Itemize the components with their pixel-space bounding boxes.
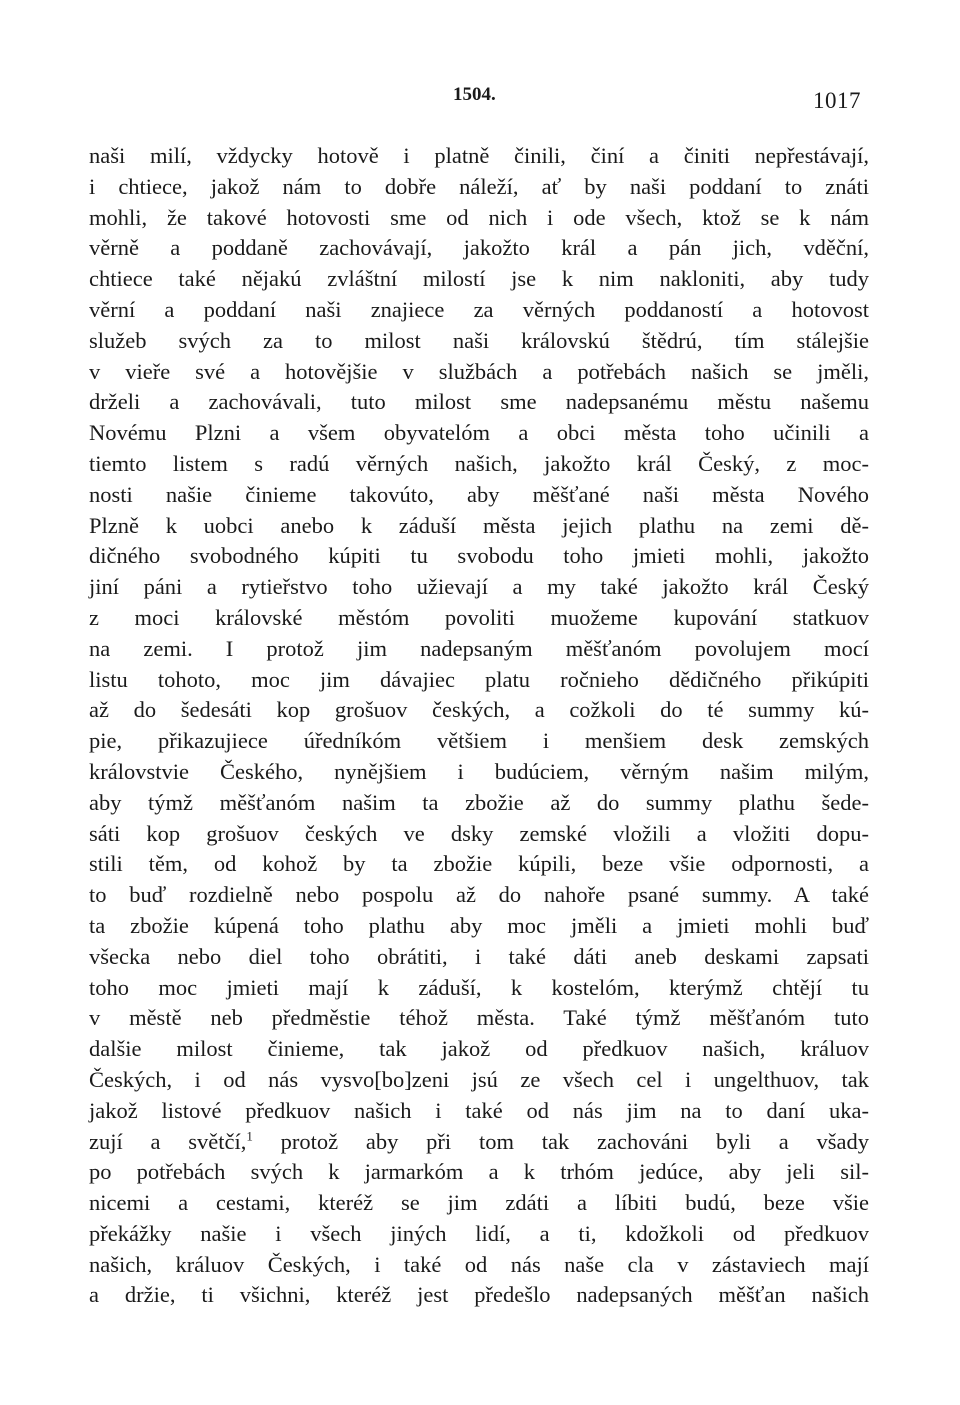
running-header <box>0 80 960 120</box>
text-line: všecka nebo diel toho obrátiti, i také dáti aneb deskami zapsati <box>89 943 869 969</box>
text-segment: protož aby při tom tak zachováni byli a všady <box>252 1128 869 1154</box>
text-line: překážky našie i všech jiných lidí, a ti, kdožkoli od předkuov <box>89 1220 869 1246</box>
text-line: nicemi a cestami, kteréž se jim zdáti a líbiti budú, beze všie <box>89 1190 869 1216</box>
text-line: a držie, ti všichni, kteréž jest předešlo nadepsaných měšťan našich <box>89 1282 869 1308</box>
text-line: z moci královské městóm povoliti muožeme kupování statkuov <box>89 604 869 630</box>
text-line: Plzně k uobci anebo k záduší města jejich plathu na zemi dě- <box>89 512 869 538</box>
text-line: Českých, i od nás vysvo[bo]zeni jsú ze všech cel i ungelthuov, tak <box>89 1066 869 1092</box>
text-line: po potřebách svých k jarmarkóm a k trhóm jedúce, aby jeli sil- <box>89 1159 869 1185</box>
text-line: listu tohoto, moc jim dávajiec platu ročnieho dědičného přikúpiti <box>89 666 869 692</box>
text-line: sáti kop grošuov českých ve dsky zemské vložili a vložiti dopu- <box>89 820 869 846</box>
text-line: v vieře své a hotovějšie v službách a potřebách našich se jměli, <box>89 358 869 384</box>
footnote-mark[interactable]: 1 <box>246 1128 253 1143</box>
text-line: pie, přikazujiece úředníkóm většiem i menšiem desk zemských <box>89 728 869 754</box>
text-line: to buď rozdielně nebo pospolu až do nahoře psané summy. A také <box>89 882 869 908</box>
text-line: toho moc jmieti mají k záduší, k kostelóm, kterýmž chtějí tu <box>89 974 869 1000</box>
text-line: až do šedesáti kop grošuov českých, a cožkoli do té summy kú- <box>89 697 869 723</box>
text-line: dičného svobodného kúpiti tu svobodu toho jmieti mohli, jakožto <box>89 543 869 569</box>
text-line: tiemto listem s radú věrných našich, jakožto král Český, z moc- <box>89 450 869 476</box>
text-line: stili těm, od kohož by ta zbožie kúpili, beze všie odpornosti, a <box>89 851 869 877</box>
text-line: aby týmž měšťanóm našim ta zbožie až do summy plathu šede- <box>89 789 869 815</box>
text-line: jakož listové předkuov našich i také od nás jim na to daní uka- <box>89 1097 869 1123</box>
body-text <box>89 141 869 1311</box>
text-line: na zemi. I protož jim nadepsaným měšťanóm povolujem mocí <box>89 635 869 661</box>
text-line: věrní a poddaní naši znajiece za věrných poddaností a hotovost <box>89 296 869 322</box>
text-line: naši milí, vždycky hotově i platně činili, činí a činiti nepřestávají, <box>89 143 869 168</box>
text-line: dalšie milost činieme, tak jakož od předkuov našich, králuov <box>89 1036 869 1062</box>
text-line-with-footnote <box>89 1127 869 1158</box>
text-line: ta zbožie kúpená toho plathu aby moc jměli a jmieti mohli buď <box>89 912 869 938</box>
text-line: Novému Plzni a všem obyvatelóm a obci města toho učinili a <box>89 420 869 446</box>
text-line: mohli, že takové hotovosti sme od nich i ode všech, ktož se k nám <box>89 204 869 230</box>
text-line: služeb svých za to milost naši královskú štědrú, tím stálejšie <box>89 327 869 353</box>
text-line: nosti našie činieme takovúto, aby měšťané naši města Nového <box>89 481 869 507</box>
text-line: drželi a zachovávali, tuto milost sme nadepsanému městu našemu <box>89 389 869 415</box>
header-year: 1504. <box>453 84 496 105</box>
text-line: královstvie Českého, nynějšiem i budúciem, věrným našim milým, <box>89 758 869 784</box>
page-number: 1017 <box>813 88 861 113</box>
text-line: i chtiece, jakož nám to dobře náleží, ať by naši poddaní to znáti <box>89 173 869 199</box>
text-line: chtiece také nějakú zvláštní milostí jse k nim nakloniti, aby tudy <box>89 266 869 292</box>
text-line: jiní páni a rytieřstvo toho užievají a my také jakožto král Český <box>89 574 869 600</box>
text-segment: zují a světčí, <box>89 1128 247 1154</box>
text-line: v městě neb předměstie téhož města. Také týmž měšťanóm tuto <box>89 1005 869 1031</box>
text-line: našich, králuov Českých, i také od nás naše cla v zástaviech mají <box>89 1251 869 1277</box>
text-line: věrně a poddaně zachovávají, jakožto král a pán jich, vděční, <box>89 235 869 261</box>
